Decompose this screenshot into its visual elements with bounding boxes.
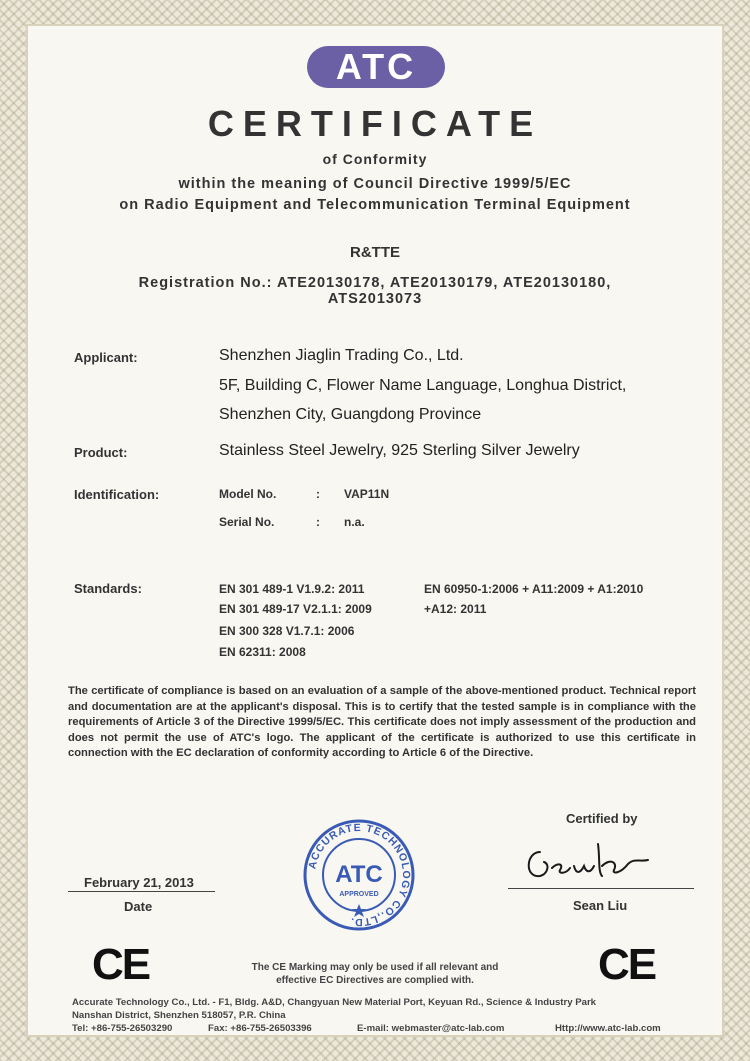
serial-value: n.a. — [344, 515, 365, 529]
standard-left-3: EN 300 328 V1.7.1: 2006 — [219, 624, 355, 638]
signature-line — [508, 888, 694, 889]
standard-right-1: EN 60950-1:2006 + A11:2009 + A1:2010 — [424, 582, 644, 596]
standards-label: Standards: — [74, 581, 142, 596]
footer-tel: Tel: +86-755-26503290 — [72, 1023, 173, 1034]
signature — [518, 838, 658, 890]
serial-label: Serial No. — [219, 515, 275, 529]
certificate-title: CERTIFICATE — [207, 103, 543, 144]
footer-address-1: Accurate Technology Co., Ltd. - F1, Bldg. A&D, Changyuan New Material Port, Keyuan Rd., Science & Industry Park — [72, 997, 597, 1008]
model-label: Model No. — [219, 487, 277, 501]
date-line — [68, 891, 215, 892]
scheme-label: R&TTE — [350, 244, 400, 261]
certified-by-label: Certified by — [566, 811, 638, 826]
applicant-line-2: 5F, Building C, Flower Name Language, Longhua District, — [219, 377, 627, 394]
applicant-line-3: Shenzhen City, Guangdong Province — [219, 406, 482, 423]
model-colon: : — [316, 487, 320, 501]
identification-label: Identification: — [74, 487, 160, 502]
atc-logo: ATC — [307, 46, 445, 88]
ce-note-line-2: effective EC Directives are complied with. — [276, 975, 474, 986]
standard-left-4: EN 62311: 2008 — [219, 645, 306, 659]
product-label: Product: — [74, 445, 128, 460]
signatory-name: Sean Liu — [573, 898, 628, 913]
subtitle: of Conformity — [322, 151, 428, 167]
standard-left-2: EN 301 489-17 V2.1.1: 2009 — [219, 602, 372, 616]
standard-right-2: +A12: 2011 — [424, 602, 487, 616]
standard-left-1: EN 301 489-1 V1.9.2: 2011 — [219, 582, 365, 596]
model-value: VAP11N — [344, 487, 390, 501]
applicant-line-1: Shenzhen Jiaglin Trading Co., Ltd. — [219, 347, 464, 364]
serial-colon: : — [316, 515, 320, 529]
footer-fax: Fax: +86-755-26503396 — [208, 1023, 312, 1034]
compliance-paragraph: The certificate of compliance is based on an evaluation of a sample of the above-mentioned product. Technical report and documentation are at the applicant's disposal. This is to certify that the tested sample is in compliance with the requirements of Article 3 of the Directive 1999/5/EC. This certificate does not imply assessment of the production and does not permit the use of ATC's logo. The applicant of the certificate is authorized to use this certificate in connection with the EC declaration of conformity according to Article 6 of the Directive. — [68, 685, 696, 760]
applicant-label: Applicant: — [74, 350, 138, 365]
registration-line-2: ATS2013073 — [327, 291, 423, 307]
seal-ring-text: ACCURATE TECHNOLOGY CO.,LTD. — [306, 821, 413, 929]
directive-line-2: on Radio Equipment and Telecommunication Terminal Equipment — [119, 197, 631, 213]
footer-address-2: Nanshan District, Shenzhen 518057, P.R. China — [72, 1010, 286, 1021]
footer-email: E-mail: webmaster@atc-lab.com — [357, 1023, 505, 1034]
product-value: Stainless Steel Jewelry, 925 Sterling Silver Jewelry — [219, 442, 580, 459]
seal-star-icon — [352, 904, 366, 917]
registration-line-1: Registration No.: ATE20130178, ATE20130179, ATE20130180, — [138, 275, 612, 291]
footer-website: Http://www.atc-lab.com — [555, 1023, 661, 1034]
date-label: Date — [124, 899, 153, 914]
ce-mark-right: CE — [598, 940, 656, 989]
ce-note-line-1: The CE Marking may only be used if all relevant and — [251, 962, 499, 973]
ce-mark-left: CE — [92, 940, 150, 989]
date-value: February 21, 2013 — [84, 875, 194, 890]
directive-line-1: within the meaning of Council Directive 1999/5/EC — [178, 176, 572, 192]
atc-approved-seal — [302, 818, 416, 932]
seal-sub-text: APPROVED — [339, 891, 379, 898]
seal-center-text: ATC — [335, 861, 383, 888]
